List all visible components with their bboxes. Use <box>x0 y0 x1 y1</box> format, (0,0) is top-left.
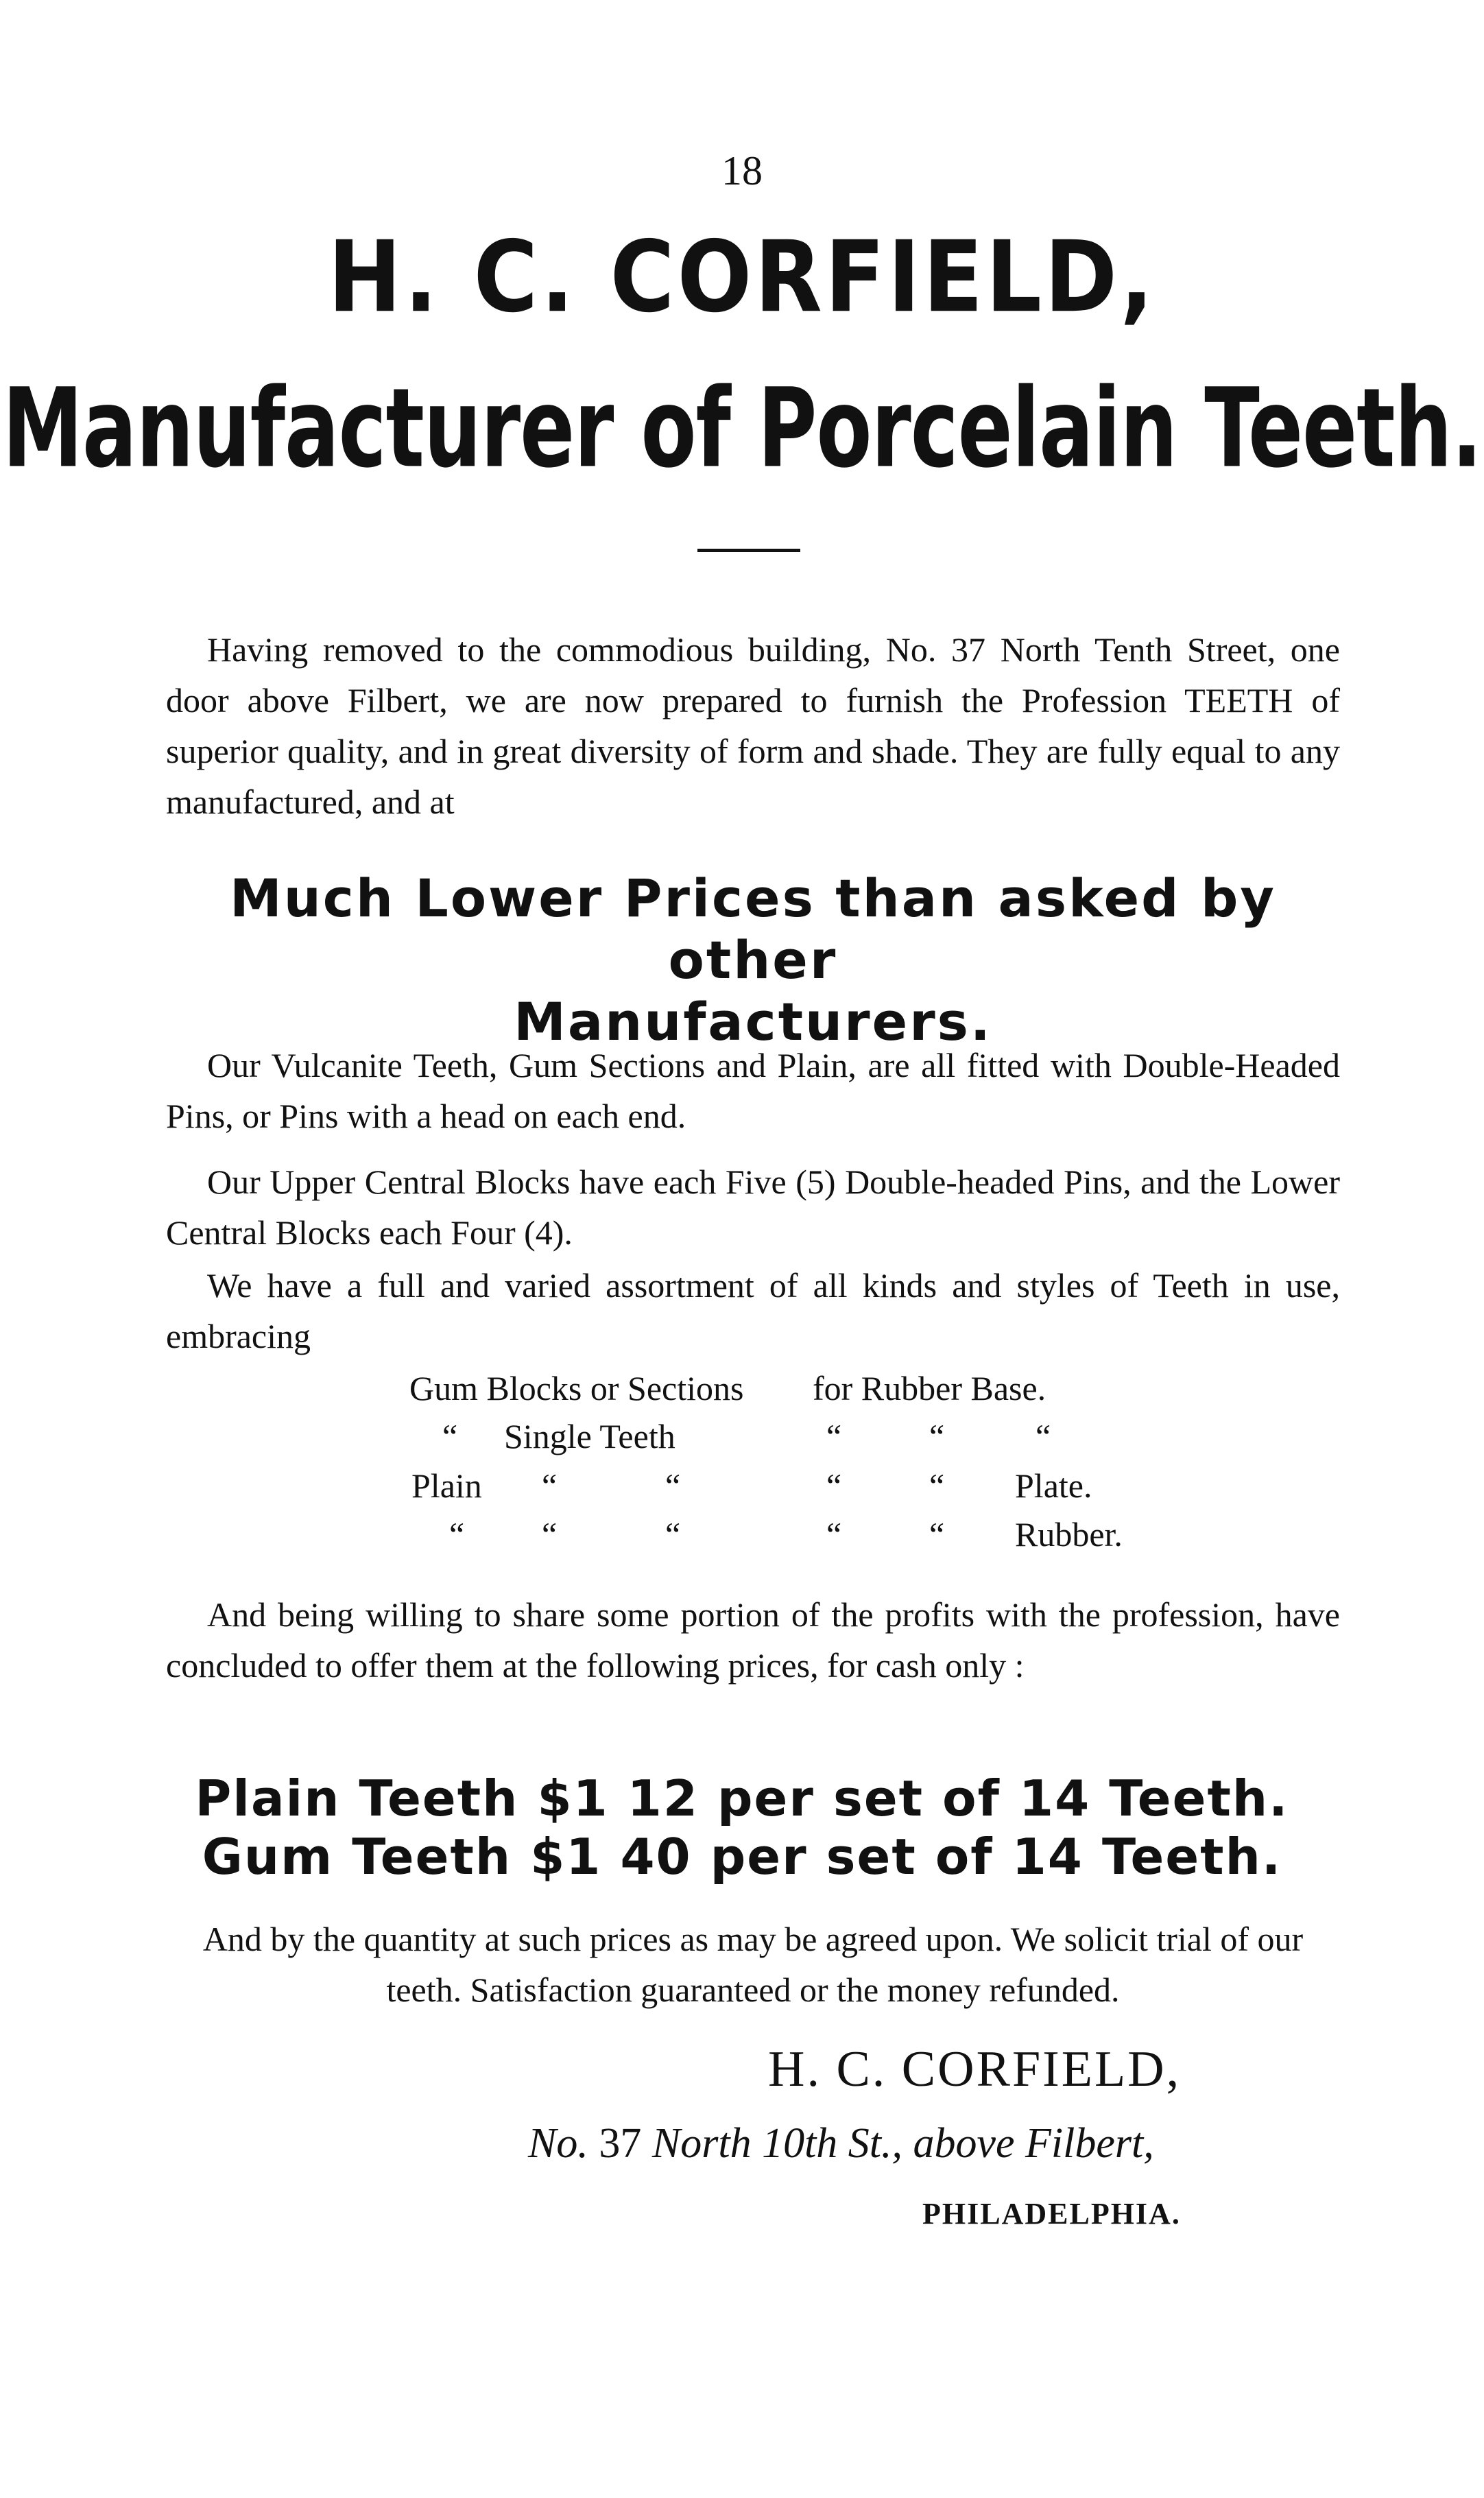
quantity-paragraph: And by the quantity at such prices as may be agreed upon. We solicit trial of our teeth. Satisfaction guaranteed or the money refunded. <box>202 1920 1304 2009</box>
product-list-row4-ditto: “ <box>826 1515 842 1554</box>
product-list-row3-use: Plate. <box>1015 1466 1092 1505</box>
product-list-row3-ditto: “ <box>826 1466 842 1505</box>
company-name-heading: H. C. CORFIELD, <box>328 220 1156 335</box>
product-list-row2-type: Single Teeth <box>504 1417 675 1455</box>
signature-address <box>528 2119 1154 2168</box>
product-list-row3-ditto: “ <box>929 1466 945 1505</box>
lower-prices-headline <box>166 868 1340 1053</box>
assortment-paragraph: We have a full and varied assortment of all kinds and styles of Teeth in use, embracing <box>166 1266 1340 1355</box>
headline-line-1: Much Lower Prices than asked by other <box>230 868 1276 990</box>
product-list-row2-ditto: “ <box>826 1417 842 1455</box>
central-blocks-paragraph: Our Upper Central Blocks have each Five (5) Double-headed Pins, and the Lower Central Blocks each Four (4). <box>166 1163 1340 1252</box>
section-divider <box>697 549 800 552</box>
product-list-row3-ditto: “ <box>665 1466 681 1505</box>
product-list-row3-type: Plain <box>411 1466 482 1505</box>
plain-teeth-price: Plain Teeth $1 12 per set of 14 Teeth. <box>195 1770 1289 1827</box>
product-list-row2-ditto: “ <box>442 1417 458 1455</box>
address-street: North 10th St., above Filbert, <box>651 2120 1154 2167</box>
product-list-row4-ditto: “ <box>929 1515 945 1554</box>
vulcanite-paragraph: Our Vulcanite Teeth, Gum Sections and Plain, are all fitted with Double-Headed Pins, or Pins with a head on each end. <box>166 1046 1340 1135</box>
intro-paragraph: Having removed to the commodious building, No. 37 North Tenth Street, one door above Filbert, we are now prepared to furnish the Profession TEETH of superior quality, and in great diversity of form and shade. They are fully equal to any manufactured, and at <box>166 630 1340 821</box>
product-list-row2-ditto: “ <box>1036 1417 1051 1455</box>
signature-name: H. C. CORFIELD, <box>768 2041 1182 2097</box>
product-list-row1-type: Gum Blocks or Sections <box>409 1369 744 1407</box>
address-no-label: No. <box>528 2120 588 2167</box>
product-list-row3-ditto: “ <box>542 1466 558 1505</box>
address-number: 37 <box>599 2120 642 2167</box>
willing-paragraph: And being willing to share some portion of the profits with the profession, have concluded to offer them at the following prices, for cash only : <box>166 1595 1340 1685</box>
page-number: 18 <box>721 148 763 193</box>
product-list-row1-use: for Rubber Base. <box>813 1369 1046 1407</box>
product-list-row4-ditto: “ <box>665 1515 681 1554</box>
gum-teeth-price: Gum Teeth $1 40 per set of 14 Teeth. <box>202 1828 1282 1886</box>
product-list-row4-ditto: “ <box>449 1515 465 1554</box>
product-list-row2-ditto: “ <box>929 1417 945 1455</box>
headline-line-2: Manufacturers. <box>514 991 992 1052</box>
product-list-row4-ditto: “ <box>542 1515 558 1554</box>
trade-heading: Manufacturer of Porcelain Teeth. <box>2 364 1482 492</box>
signature-city: PHILADELPHIA. <box>922 2197 1181 2231</box>
product-list-row4-use: Rubber. <box>1015 1515 1123 1554</box>
